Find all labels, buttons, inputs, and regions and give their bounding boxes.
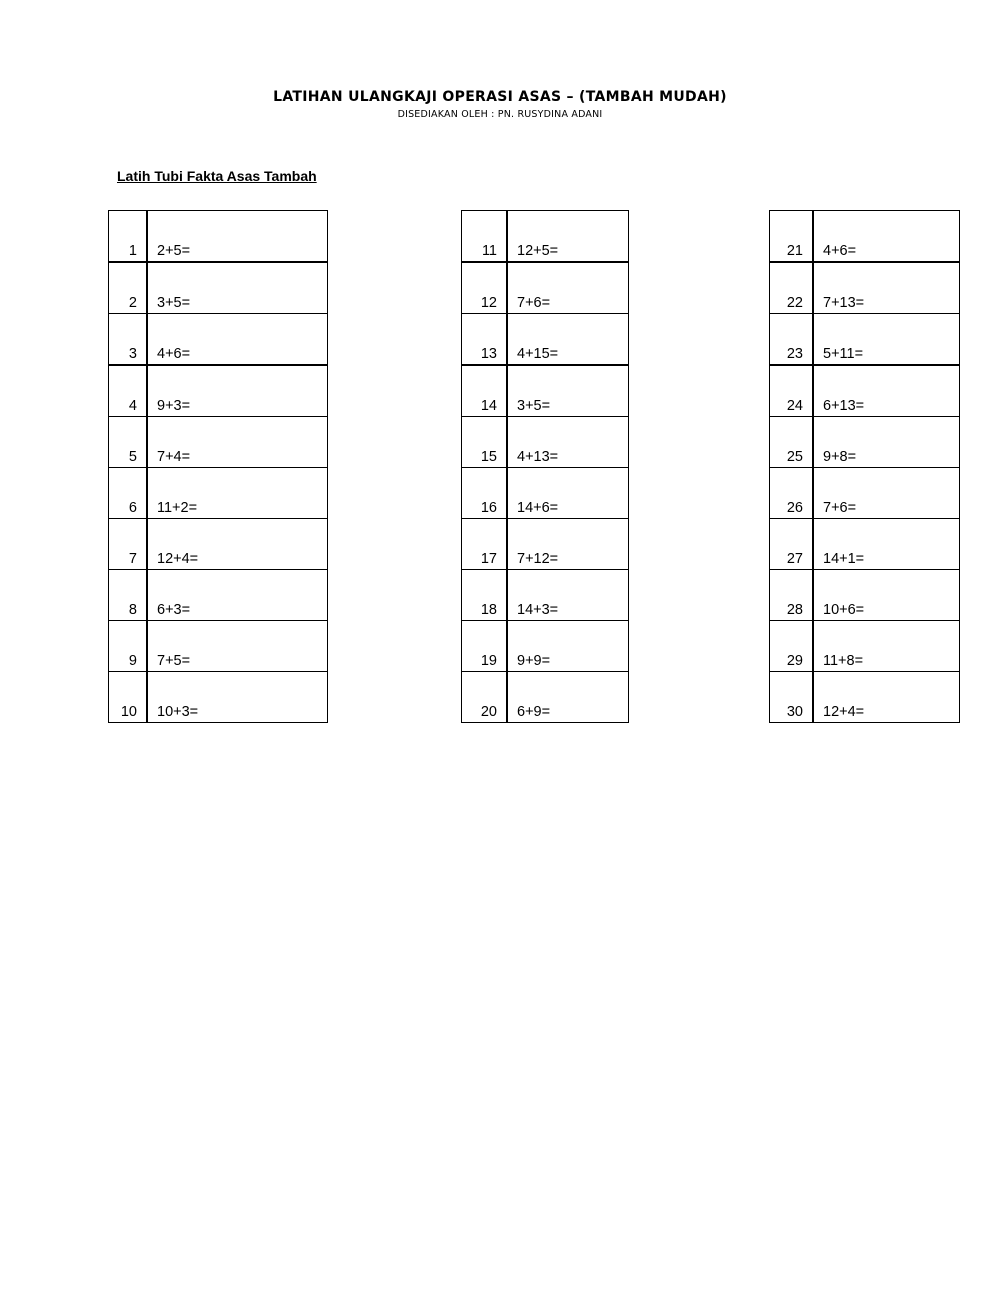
question-expression[interactable]: 7+4= [147,417,328,468]
question-row [462,262,629,314]
question-row [462,570,629,621]
question-expression[interactable]: 4+15= [507,314,629,366]
question-number: 7 [109,519,148,570]
question-number: 2 [109,262,148,314]
question-row [109,468,328,519]
question-expression[interactable]: 3+5= [507,365,629,417]
question-number: 28 [770,570,814,621]
question-expression[interactable]: 7+13= [813,262,960,314]
question-expression[interactable]: 12+5= [507,211,629,263]
question-expression[interactable]: 9+9= [507,621,629,672]
question-number: 6 [109,468,148,519]
question-row [109,365,328,417]
question-expression[interactable]: 9+8= [813,417,960,468]
question-number: 25 [770,417,814,468]
question-row [770,211,960,263]
question-number: 5 [109,417,148,468]
question-table-1 [108,210,328,723]
question-expression[interactable]: 4+6= [813,211,960,263]
question-row [770,468,960,519]
question-number: 23 [770,314,814,366]
question-number: 10 [109,672,148,723]
question-expression[interactable]: 7+6= [507,262,629,314]
question-number: 11 [462,211,508,263]
question-expression[interactable]: 3+5= [147,262,328,314]
question-expression[interactable]: 10+3= [147,672,328,723]
question-number: 20 [462,672,508,723]
question-number: 9 [109,621,148,672]
question-row [462,211,629,263]
question-expression[interactable]: 6+13= [813,365,960,417]
question-row [770,519,960,570]
question-expression[interactable]: 12+4= [813,672,960,723]
question-number: 14 [462,365,508,417]
question-expression[interactable]: 6+9= [507,672,629,723]
question-number: 24 [770,365,814,417]
question-expression[interactable]: 14+3= [507,570,629,621]
question-expression[interactable]: 9+3= [147,365,328,417]
question-row [770,262,960,314]
question-row [109,417,328,468]
question-expression[interactable]: 7+5= [147,621,328,672]
question-table-2 [461,210,629,723]
question-expression[interactable]: 14+6= [507,468,629,519]
question-row [109,621,328,672]
question-expression[interactable]: 12+4= [147,519,328,570]
question-expression[interactable]: 2+5= [147,211,328,263]
question-number: 22 [770,262,814,314]
question-expression[interactable]: 14+1= [813,519,960,570]
question-row [109,570,328,621]
question-row [462,468,629,519]
question-row [109,519,328,570]
question-number: 21 [770,211,814,263]
question-number: 15 [462,417,508,468]
question-number: 30 [770,672,814,723]
question-number: 27 [770,519,814,570]
question-row [462,365,629,417]
question-expression[interactable]: 6+3= [147,570,328,621]
question-number: 12 [462,262,508,314]
worksheet-title: LATIHAN ULANGKAJI OPERASI ASAS – (TAMBAH MUDAH) [273,89,727,105]
question-expression[interactable]: 10+6= [813,570,960,621]
question-row [770,621,960,672]
question-number: 3 [109,314,148,366]
question-expression[interactable]: 4+6= [147,314,328,366]
question-row [462,621,629,672]
question-number: 16 [462,468,508,519]
question-number: 18 [462,570,508,621]
question-expression[interactable]: 7+12= [507,519,629,570]
question-row [770,314,960,366]
question-number: 13 [462,314,508,366]
question-row [462,519,629,570]
worksheet-author: DISEDIAKAN OLEH : PN. RUSYDINA ADANI [397,109,603,120]
question-expression[interactable]: 11+8= [813,621,960,672]
question-expression[interactable]: 4+13= [507,417,629,468]
question-number: 19 [462,621,508,672]
question-row [109,211,328,263]
question-number: 17 [462,519,508,570]
question-row [770,672,960,723]
question-row [109,262,328,314]
question-number: 1 [109,211,148,263]
question-row [462,417,629,468]
question-number: 26 [770,468,814,519]
question-expression[interactable]: 5+11= [813,314,960,366]
question-number: 8 [109,570,148,621]
question-expression[interactable]: 7+6= [813,468,960,519]
question-row [462,314,629,366]
question-row [109,314,328,366]
question-row [109,672,328,723]
question-table-3 [769,210,960,723]
question-expression[interactable]: 11+2= [147,468,328,519]
question-number: 29 [770,621,814,672]
question-row [770,570,960,621]
section-heading: Latih Tubi Fakta Asas Tambah [117,168,317,184]
question-number: 4 [109,365,148,417]
question-row [462,672,629,723]
question-row [770,365,960,417]
question-row [770,417,960,468]
